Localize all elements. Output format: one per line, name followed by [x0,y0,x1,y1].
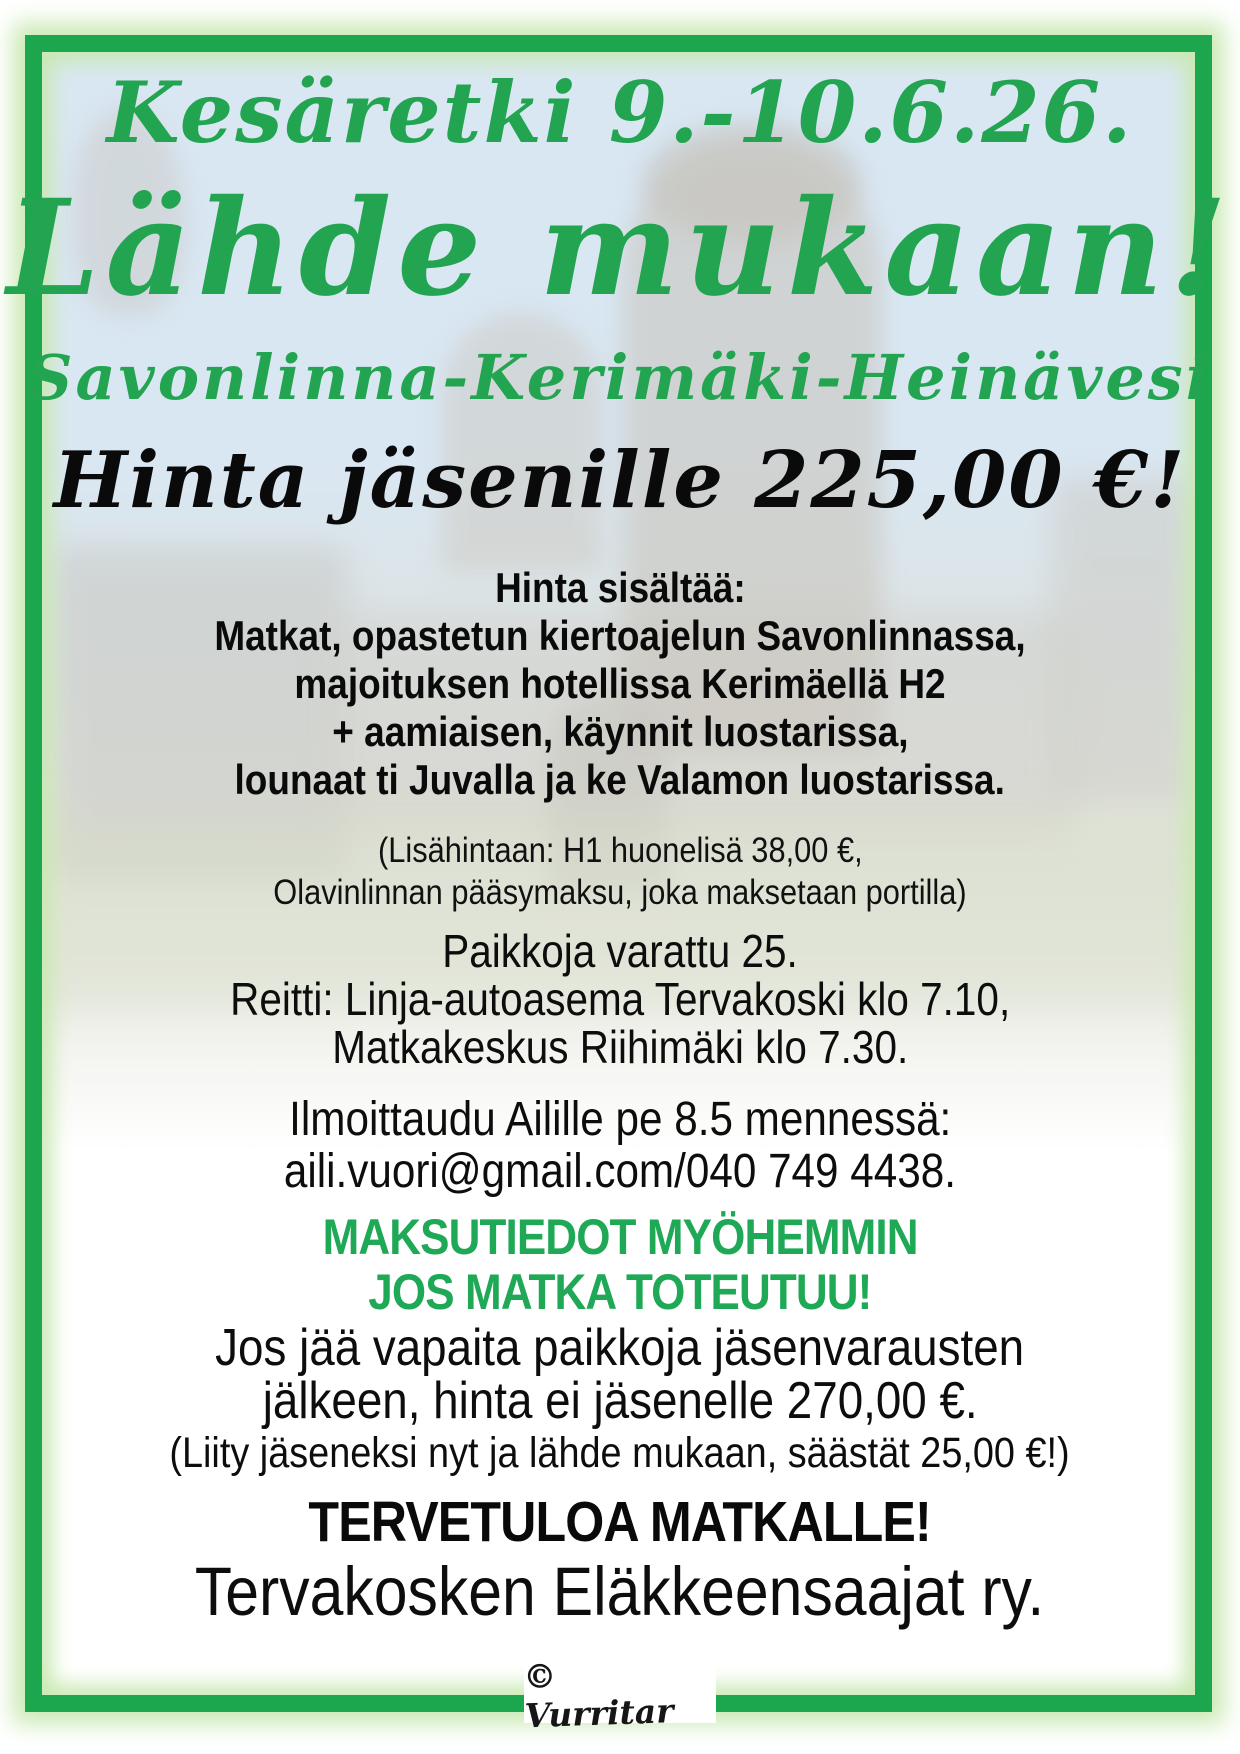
payment-notice-block [0,1210,1240,1320]
signup-email-phone-text: aili.vuori@gmail.com/040 749 4438. [283,1145,957,1198]
route-line [0,975,1240,1023]
surcharge-line [0,872,1240,914]
signup-block [0,1094,1240,1198]
organization-name-text: Tervakosken Eläkkeensaajat ry. [195,1553,1045,1630]
artist-signature: © Vurritar [522,1656,675,1736]
payment-notice-text: MAKSUTIEDOT MYÖHEMMIN [322,1209,918,1265]
headline-route-places [0,341,1240,414]
non-member-line [0,1372,1240,1430]
price-includes-line [0,612,1240,660]
headline-comealong [0,171,1240,326]
price-includes-line-text: + aamiaisen, käynnit luostarissa, [331,708,909,755]
surcharge-line-text: Olavinlinnan pääsymaksu, joka maksetaan portilla) [273,873,967,912]
price-includes-line [0,756,1240,804]
price-includes-line-text: majoituksen hotellissa Kerimäellä H2 [294,660,946,707]
welcome-line [0,1492,1240,1552]
route-line-text: Matkakeskus Riihimäki klo 7.30. [332,1021,908,1073]
member-price-title-text: Hinta jäsenille 225,00 €! [53,435,1187,526]
welcome-text: TERVETULOA MATKALLE! [308,1490,932,1554]
headline-comealong-text: Lähde mukaan! [6,171,1234,326]
headline-date-text: Kesäretki 9.-10.6.26. [106,63,1134,162]
seats-route-block [0,927,1240,1071]
non-member-line [0,1319,1240,1377]
seats-reserved-text: Paikkoja varattu 25. [442,925,798,977]
join-now-note-text: (Liity jäseneksi nyt ja lähde mukaan, säästät 25,00 €!) [169,1429,1071,1477]
signup-deadline-line [0,1094,1240,1146]
headline-date [0,63,1240,162]
price-includes-block [0,564,1240,804]
payment-notice-text: JOS MATKA TOTEUTUU! [368,1264,872,1320]
price-includes-line [0,660,1240,708]
surcharge-note-block [0,830,1240,914]
signup-contact-line [0,1146,1240,1198]
route-line [0,1023,1240,1071]
price-includes-heading [0,564,1240,612]
surcharge-line [0,830,1240,872]
surcharge-line-text: (Lisähintaan: H1 huonelisä 38,00 €, [377,831,863,870]
price-includes-line [0,708,1240,756]
non-member-line-text: Jos jää vapaita paikkoja jäsenvarausten [215,1319,1025,1377]
price-includes-line-text: Matkat, opastetun kiertoajelun Savonlinnassa, [214,612,1026,659]
price-includes-line-text: lounaat ti Juvalla ja ke Valamon luostarissa. [234,756,1006,803]
signup-deadline-text: Ilmoittaudu Ailille pe 8.5 mennessä: [288,1093,952,1146]
non-member-price-block [0,1319,1240,1430]
headline-route-places-text: Savonlinna-Kerimäki-Heinävesi [27,341,1213,414]
organization-name [0,1553,1240,1630]
artist-signature-box [522,1656,716,1736]
payment-notice-line [0,1265,1240,1320]
join-now-note [0,1430,1240,1476]
route-line-text: Reitti: Linja-autoasema Tervakoski klo 7.10, [229,973,1011,1025]
seats-reserved-line [0,927,1240,975]
price-includes-heading-text: Hinta sisältää: [494,564,746,611]
member-price-title [0,435,1240,526]
non-member-line-text: jälkeen, hinta ei jäsenelle 270,00 €. [262,1372,978,1430]
payment-notice-line [0,1210,1240,1265]
